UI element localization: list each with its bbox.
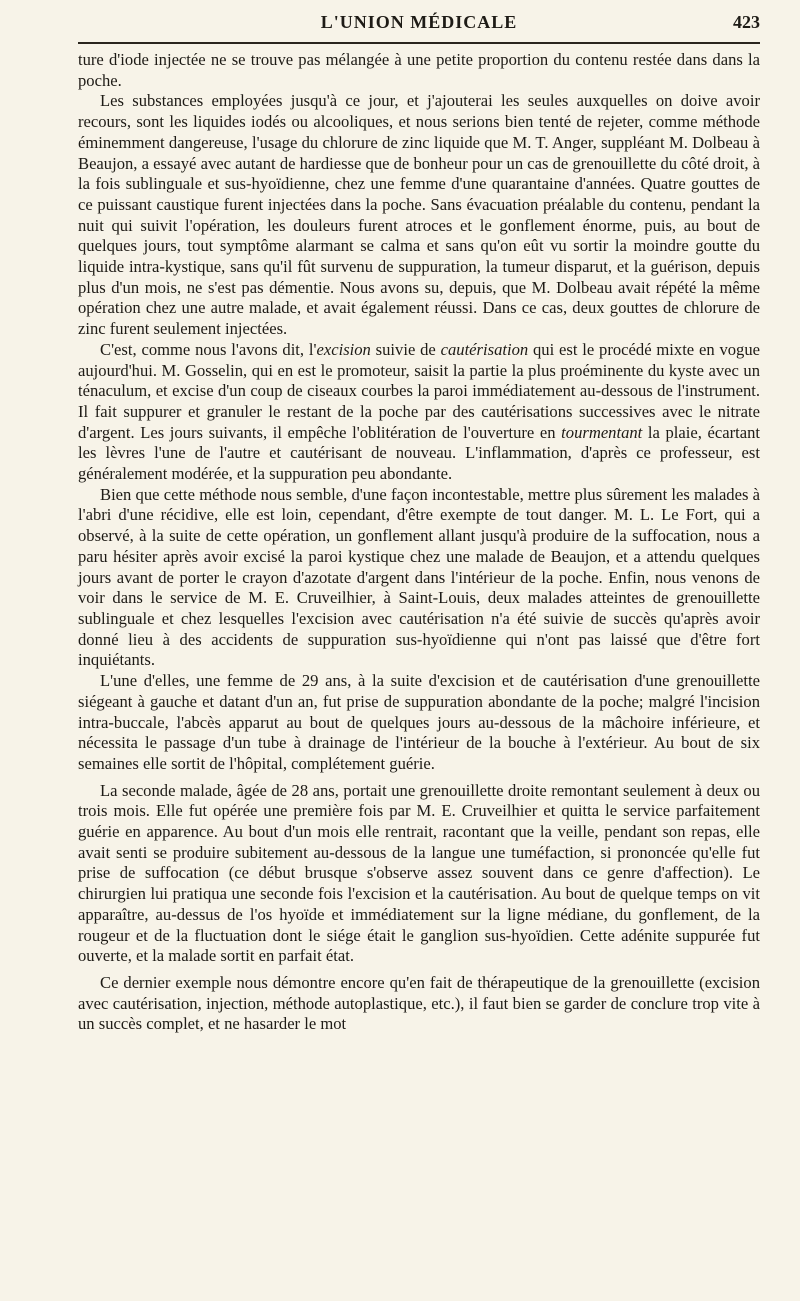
italic-text: excision <box>316 339 371 359</box>
paragraph <box>78 485 760 671</box>
paragraph <box>78 91 760 339</box>
text-run: La seconde malade, âgée de 28 ans, portait une grenouillette droite remontant seulement à deux ou trois mois. Elle fut opérée une première fois par M. E. Cruveilhier et quitta le service parfaitement guérie en apparence. Au bout d'un mois elle rentrait, racontant que la veille, pendant son repas, elle avait senti se produire subitement au-dessous de la langue une tuméfaction, si prononcée qu'elle fut prise de suffocation (ce début brusque s'observe assez souvent dans ce genre d'affection). Le chirurgien lui pratiqua une seconde fois l'excision et la cautérisation. Au bout de quelque temps on vit apparaître, au-dessus de l'os hyoïde et immédiatement sur la ligne médiane, du gonflement, de la rougeur et de la fluctuation dont le siége était le ganglion sus-hyoïdien. Cette adénite suppurée fut ouverte, et la malade sortit en parfait état. <box>78 780 760 966</box>
paragraph <box>78 973 760 1035</box>
paragraph <box>78 340 760 485</box>
text-run: Les substances employées jusqu'à ce jour, et j'ajouterai les seules auxquelles on doive avoir recours, sont les liquides iodés ou alcooliques, et nous serions bien tenté de rejeter, comme méthode éminemment dangereuse, l'usage du chlorure de zinc liquide que M. T. Anger, suppléant M. Dolbeau à Beaujon, a essayé avec autant de hardiesse que de bonheur pour un cas de grenouillette du côté droit, à la fois sublinguale et sus-hyoïdienne, chez une femme d'une quarantaine d'années. Quatre gouttes de ce puissant caustique furent injectées dans la poche. Sans évacuation préalable du contenu, pendant la nuit qui suivit l'opération, les douleurs furent atroces et le gonflement énorme, puis, au bout de quelques jours, tout symptôme alarmant se calma et sans qu'on eût vu sortir la moindre goutte du liquide intra-kystique, sans qu'il fût survenu de suppuration, la tumeur disparut, et la guérison, depuis plus d'un mois, ne s'est pas démentie. Nous avons su, depuis, que M. Dolbeau avait répété la même opération chez une autre malade, et avait également réussi. Dans ce cas, deux gouttes de chlorure de zinc furent seulement injectées. <box>78 91 760 339</box>
article-body <box>78 50 760 1035</box>
text-run: Bien que cette méthode nous semble, d'une façon incontestable, mettre plus sûrement les malades à l'abri d'une récidive, elle est loin, cependant, d'être exempte de tout danger. M. L. Le Fort, qui a observé, à la suite de cette opération, un gonflement allant jusqu'à produire de la suffocation, nous a paru hésiter après avoir excisé la paroi kystique chez une malade de Beaujon, et a attendu quelques jours avant de porter le crayon d'azotate d'argent dans l'intérieur de la poche. Enfin, nous venons de voir dans le service de M. E. Cruveilhier, à Saint-Louis, deux malades atteintes de grenouillette sublinguale et chez lesquelles l'excision avec cautérisation n'a été suivie de succès qu'après avoir donné lieu à des accidents de suppuration sus-hyoïdienne qui n'ont pas laissé que d'être fort inquiétants. <box>78 484 760 670</box>
text-run: Ce dernier exemple nous démontre encore qu'en fait de thérapeutique de la grenouillette (excision avec cautérisation, injection, méthode autoplastique, etc.), il faut bien se garder de conclure trop vite à un succès complet, et ne hasarder le mot <box>78 972 760 1034</box>
italic-text: cautérisation <box>440 339 529 359</box>
text-run: la plaie, écartant les lèvres l'une de l'autre et cautérisant de nouveau. L'inflammation, d'après ce professeur, est généralement modérée, et la suppuration peu abondante. <box>78 422 761 484</box>
paragraph <box>78 671 760 775</box>
text-run: C'est, comme nous l'avons dit, l' <box>100 339 317 359</box>
page-header <box>78 8 760 42</box>
paragraph <box>78 781 760 967</box>
italic-text: tourmentant <box>561 422 643 442</box>
header-rule <box>78 42 760 44</box>
paragraph <box>78 50 760 91</box>
text-run: suivie de <box>370 339 441 359</box>
running-title: L'UNION MÉDICALE <box>320 12 518 32</box>
text-run: qui est le procédé mixte en vogue aujourd'hui. M. Gosselin, qui en est le promoteur, saisit la partie la plus proéminente du kyste avec un ténaculum, et excise d'un coup de ciseaux courbes la paroi immédiatement au-dessous de l'instrument. Il fait suppurer et granuler le restant de la poche par des cautérisations successives avec le nitrate d'argent. Les jours suivants, il empêche l'oblitération de l'ouverture en <box>78 339 761 442</box>
text-run: L'une d'elles, une femme de 29 ans, à la suite d'excision et de cautérisation d'une grenouillette siégeant à gauche et datant d'un an, fut prise de suppuration abondante de la poche; malgré l'incision intra-buccale, l'abcès apparut au bout de quelques jours au-dessous de la mâchoire inférieure, et nécessita le passage d'un tube à drainage de l'intérieur de la bouche à l'extérieur. Au bout de six semaines elle sortit de l'hôpital, complétement guérie. <box>78 671 760 773</box>
text-run: ture d'iode injectée ne se trouve pas mélangée à une petite proportion du contenu restée dans dans la poche. <box>78 50 760 90</box>
page-number: 423 <box>733 12 760 32</box>
